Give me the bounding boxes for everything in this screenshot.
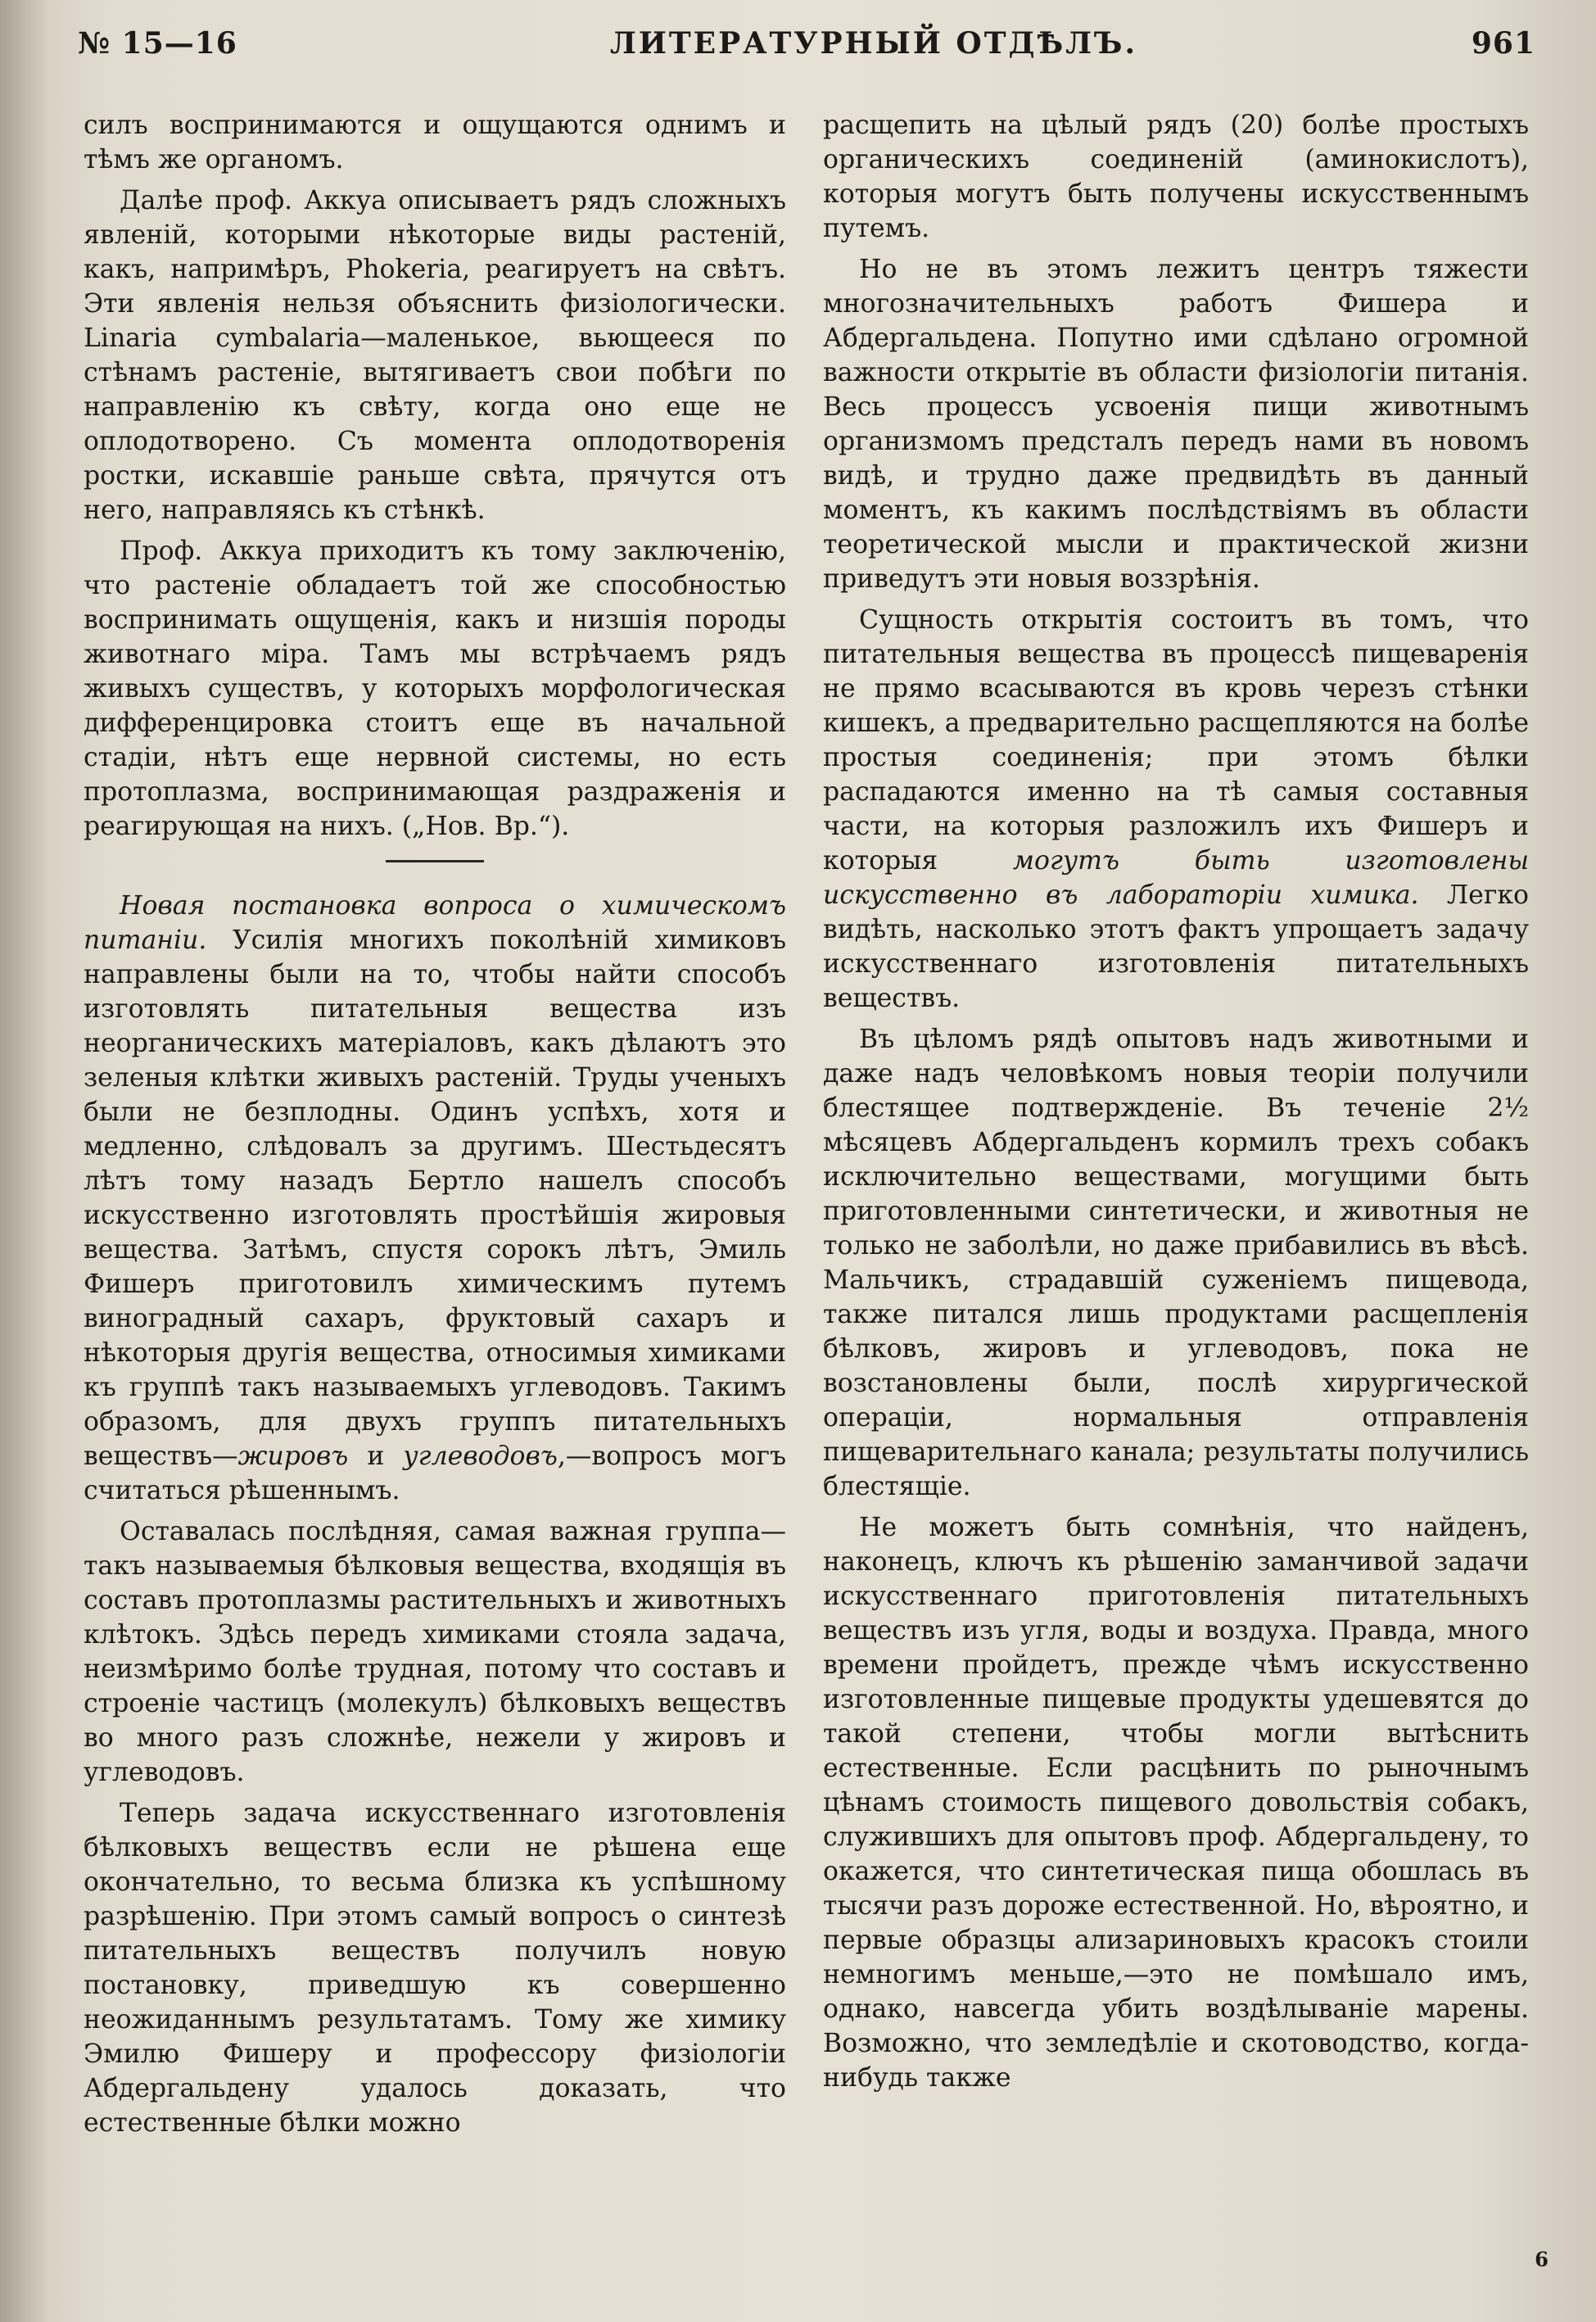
paragraph: Въ цѣломъ рядѣ опытовъ надъ животными и даже надъ человѣкомъ новыя теоріи получили блестящее подтвержденіе. Въ теченіе 2½ мѣсяцевъ Абдергальденъ кормилъ трехъ собакъ исключительно веществами, могущими быть приготовленными синтетически, и животныя не только не заболѣли, но даже прибавились въ вѣсѣ. Мальчикъ, страдавшій суженіемъ пищевода, также питался лишь продуктами расщепленія бѣлковъ, жировъ и углеводовъ, пока не возстановлены были, послѣ хирургической операціи, нормальныя отправленія пищеварительнаго канала; результаты получились блестящіе. (823, 1025, 1529, 1501)
left-column (84, 108, 786, 2147)
paragraph: Не можетъ быть сомнѣнія, что найденъ, наконецъ, ключъ къ рѣшенію заманчивой задачи искусственнаго приготовленія питательныхъ веществъ изъ угля, воды и воздуха. Правда, много времени пройдетъ, прежде чѣмъ искусственно изготовленные пищевые продукты удешевятся до такой степени, чтобы могли вытѣснить естественные. Если расцѣнить по рыночнымъ цѣнамъ стоимость пищевого довольствія собакъ, служившихъ для опытовъ проф. Абдергальдену, то окажется, что синтетическая пища обошлась въ тысячи разъ дороже естественной. Но, вѣроятно, и первые образцы ализариновыхъ красокъ стоили немногимъ меньше,—это не помѣшало имъ, однако, навсегда убить воздѣлываніе марены. Возможно, что земледѣліе и скотоводство, когда-нибудь также (823, 1513, 1529, 2093)
signature-mark: 6 (1535, 2247, 1549, 2271)
paragraph: силъ воспринимаются и ощущаются однимъ и тѣмъ же органомъ. (84, 111, 786, 174)
paragraph: Теперь задача искусственнаго изготовленія бѣлковыхъ веществъ если не рѣшена еще окончательно, то весьма близка къ успѣшному разрѣшенію. При этомъ самый вопросъ о синтезѣ питательныхъ веществъ получилъ новую постановку, приведшую къ совершенно неожиданнымъ результатамъ. Тому же химику Эмилю Фишеру и профессору физіологіи Абдергальдену удалось доказать, что естественные бѣлки можно (84, 1799, 786, 2138)
paragraph: расщепить на цѣлый рядъ (20) болѣе простыхъ органическихъ соединеній (аминокислотъ), которыя могутъ быть получены искусственнымъ путемъ. (823, 111, 1529, 243)
page-header (78, 18, 1552, 75)
paragraph: Проф. Аккуа приходитъ къ тому заключенію, что растеніе обладаетъ той же способностью воспринимать ощущенія, какъ и низшія породы животнаго міра. Тамъ мы встрѣчаемъ рядъ живыхъ существъ, у которыхъ морфологическая дифференцировка стоитъ еще въ начальной стадіи, нѣтъ еще нервной системы, но есть протоплазма, воспринимающая раздраженія и реагирующая на нихъ. („Нов. Вр.“). (84, 536, 786, 841)
page-number: 961 (1471, 26, 1535, 61)
paragraph: Но не въ этомъ лежитъ центръ тяжести многозначительныхъ работъ Фишера и Абдергальдена. Попутно ими сдѣлано огромной важности открытіе въ области физіологіи питанія. Весь процессъ усвоенія пищи животнымъ организмомъ предсталъ передъ нами въ новомъ видѣ, и трудно даже предвидѣть въ данный моментъ, къ какимъ послѣдствіямъ въ области теоретической мысли и практической жизни приведутъ эти новыя воззрѣнія. (823, 255, 1529, 594)
right-column (823, 108, 1529, 2102)
paragraph-new-section: Новая постановка вопроса о химическомъ питаніи. Усилія многихъ поколѣній химиковъ направлены были на то, чтобы найти способъ изготовлять питательныя вещества изъ неорганическихъ матеріаловъ, какъ дѣлаютъ это зеленыя клѣтки живыхъ растеній. Труды ученыхъ были не безплодны. Одинъ успѣхъ, хотя и медленно, слѣдовалъ за другимъ. Шестьдесятъ лѣтъ тому назадъ Бертло нашелъ способъ искусственно изготовлять простѣйшія жировыя вещества. Затѣмъ, спустя сорокъ лѣтъ, Эмиль Фишеръ приготовилъ химическимъ путемъ виноградный сахаръ, фруктовый сахаръ и нѣкоторыя другія вещества, относимыя химиками къ группѣ такъ называемыхъ углеводовъ. Такимъ образомъ, для двухъ группъ питательныхъ веществъ—жировъ и углеводовъ,—вопросъ могъ считаться рѣшеннымъ. (84, 891, 787, 1505)
paragraph: Сущность открытія состоитъ въ томъ, что питательныя вещества въ процессѣ пищеваренія не прямо всасываются въ кровь черезъ стѣнки кишекъ, а предварительно расщепляются на болѣе простыя соединенія; при этомъ бѣлки распадаются именно на тѣ самыя составныя части, на которыя разложилъ ихъ Фишеръ и которыя могутъ быть изготовлены искусственно въ лабораторіи химика. Легко видѣть, насколько этотъ фактъ упрощаетъ задачу искусственнаго изготовленія питательныхъ веществъ. (823, 605, 1530, 1013)
section-title: ЛИТЕРАТУРНЫЙ ОТДѢЛЪ. (610, 26, 1138, 61)
article-title: Новая постановка вопроса о химическомъ питаніи. (84, 891, 786, 955)
section-divider (386, 860, 484, 862)
paragraph: Оставалась послѣдняя, самая важная группа—такъ называемыя бѣлковыя вещества, входящія въ составъ протоплазмы растительныхъ и животныхъ клѣтокъ. Здѣсь передъ химиками стояла задача, неизмѣримо болѣе трудная, потому что составъ и строеніе частицъ (молекулъ) бѣлковыхъ веществъ во много разъ сложнѣе, нежели у жировъ и углеводовъ. (84, 1517, 786, 1787)
paragraph: Далѣе проф. Аккуа описываетъ рядъ сложныхъ явленій, которыми нѣкоторые виды растеній, какъ, напримѣръ, Phokeria, реагируетъ на свѣтъ. Эти явленія нельзя объяснить физіологически. Linaria cymbalaria—маленькое, вьющееся по стѣнамъ растеніе, вытягиваетъ свои побѣги по направленію къ свѣту, когда оно еще не оплодотворено. Съ момента оплодотворенія ростки, искавшіе раньше свѣта, прячутся отъ него, направляясь къ стѣнкѣ. (84, 186, 786, 525)
issue-number: № 15—16 (78, 26, 237, 61)
